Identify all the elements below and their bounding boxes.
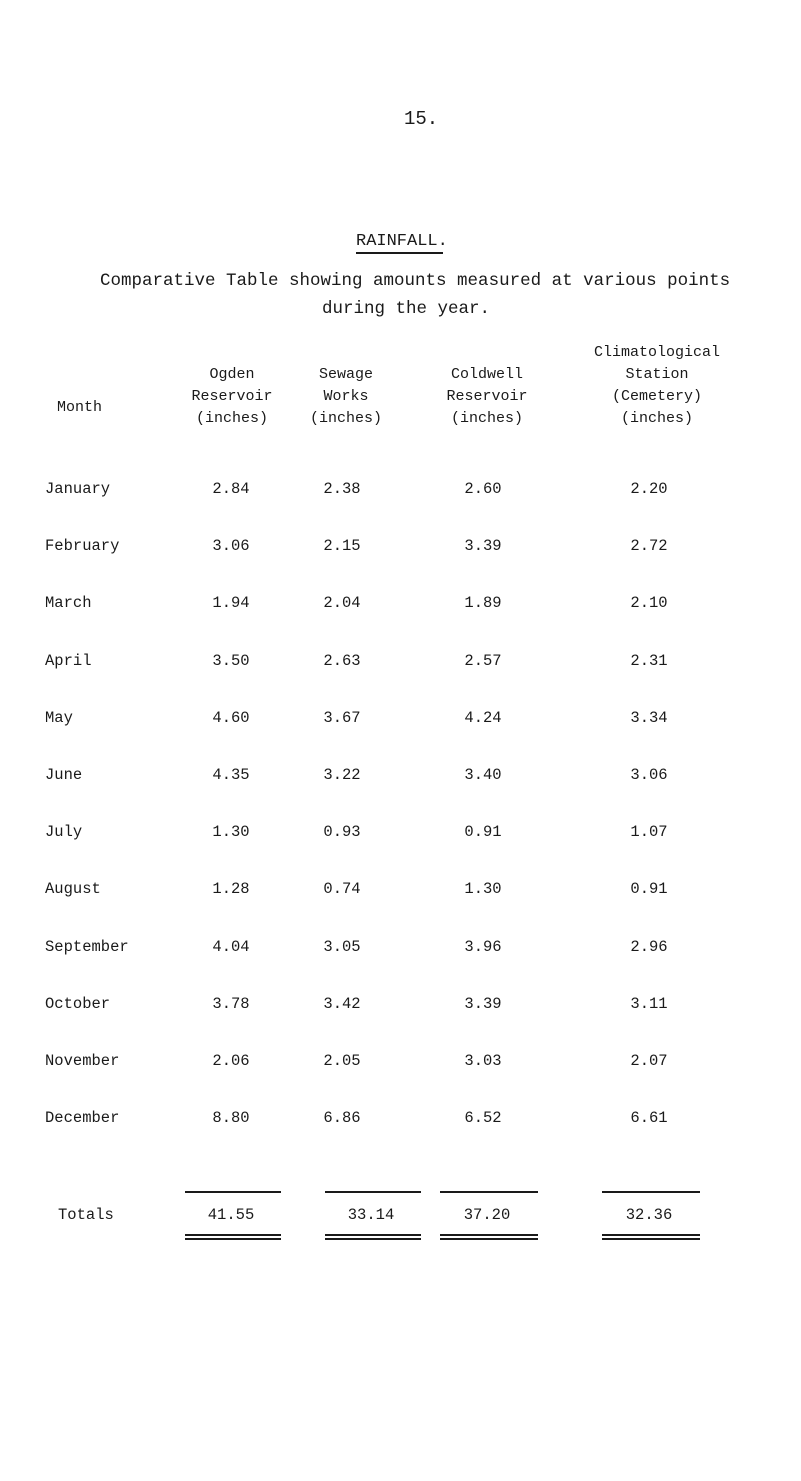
- cell-month: November: [45, 1052, 120, 1070]
- cell-month: March: [45, 594, 92, 612]
- header-sewage-line-3: (inches): [309, 410, 382, 427]
- cell-ogden: 1.30: [212, 823, 250, 841]
- totals-rule-climat-bottom-1: [602, 1234, 700, 1236]
- cell-climat: 3.06: [630, 766, 668, 784]
- cell-sewage: 3.22: [323, 766, 361, 784]
- cell-ogden: 3.78: [212, 995, 250, 1013]
- totals-rule-climat-bottom-2: [602, 1238, 700, 1240]
- page-title: RAINFALL.: [356, 232, 448, 251]
- cell-ogden: 3.06: [212, 537, 250, 555]
- totals-rule-ogden-top: [185, 1191, 281, 1193]
- cell-coldwell: 3.40: [464, 766, 502, 784]
- cell-climat: 2.96: [630, 938, 668, 956]
- header-climat-line-1: Climatological: [593, 344, 721, 361]
- cell-sewage: 3.42: [323, 995, 361, 1013]
- cell-sewage: 0.93: [323, 823, 361, 841]
- header-climat-line-4: (inches): [620, 410, 693, 427]
- header-climatological: [577, 342, 737, 430]
- totals-rule-sewage-bottom-1: [325, 1234, 421, 1236]
- cell-ogden: 1.94: [212, 594, 250, 612]
- totals-rule-ogden-bottom-1: [185, 1234, 281, 1236]
- header-ogden-line-1: Ogden: [209, 366, 255, 383]
- totals-rule-climat-top: [602, 1191, 700, 1193]
- totals-rule-coldwell-top: [440, 1191, 538, 1193]
- cell-month: August: [45, 880, 101, 898]
- cell-climat: 6.61: [630, 1109, 668, 1127]
- totals-rule-coldwell-bottom-2: [440, 1238, 538, 1240]
- cell-climat: 0.91: [630, 880, 668, 898]
- table-caption-line-2: during the year.: [322, 299, 491, 319]
- cell-month: April: [45, 652, 92, 670]
- cell-sewage: 2.04: [323, 594, 361, 612]
- totals-ogden: 41.55: [207, 1206, 255, 1224]
- cell-sewage: 2.05: [323, 1052, 361, 1070]
- totals-rule-sewage-bottom-2: [325, 1238, 421, 1240]
- totals-coldwell: 37.20: [463, 1206, 511, 1224]
- cell-sewage: 6.86: [323, 1109, 361, 1127]
- cell-coldwell: 3.96: [464, 938, 502, 956]
- cell-sewage: 2.15: [323, 537, 361, 555]
- cell-ogden: 8.80: [212, 1109, 250, 1127]
- header-sewage-line-2: Works: [323, 388, 369, 405]
- cell-coldwell: 4.24: [464, 709, 502, 727]
- header-climat-line-3: (Cemetery): [611, 388, 702, 405]
- cell-coldwell: 6.52: [464, 1109, 502, 1127]
- header-ogden: [167, 364, 297, 430]
- cell-ogden: 4.35: [212, 766, 250, 784]
- title-underline: [356, 252, 443, 254]
- cell-ogden: 4.60: [212, 709, 250, 727]
- cell-coldwell: 1.30: [464, 880, 502, 898]
- cell-month: May: [45, 709, 73, 727]
- header-ogden-line-2: Reservoir: [191, 388, 273, 405]
- cell-month: January: [45, 480, 111, 498]
- totals-rule-sewage-top: [325, 1191, 421, 1193]
- header-month: Month: [57, 399, 103, 416]
- cell-coldwell: 2.60: [464, 480, 502, 498]
- totals-label: Totals: [58, 1206, 114, 1224]
- totals-climat: 32.36: [625, 1206, 673, 1224]
- cell-month: July: [45, 823, 83, 841]
- cell-climat: 2.72: [630, 537, 668, 555]
- totals-rule-coldwell-bottom-1: [440, 1234, 538, 1236]
- cell-climat: 2.07: [630, 1052, 668, 1070]
- cell-ogden: 4.04: [212, 938, 250, 956]
- cell-climat: 2.10: [630, 594, 668, 612]
- cell-sewage: 0.74: [323, 880, 361, 898]
- cell-month: October: [45, 995, 111, 1013]
- cell-climat: 3.11: [630, 995, 668, 1013]
- cell-coldwell: 3.03: [464, 1052, 502, 1070]
- header-coldwell-line-1: Coldwell: [450, 366, 523, 383]
- cell-ogden: 2.84: [212, 480, 250, 498]
- header-sewage: [281, 364, 411, 430]
- header-coldwell-line-3: (inches): [450, 410, 523, 427]
- cell-month: June: [45, 766, 83, 784]
- totals-rule-ogden-bottom-2: [185, 1238, 281, 1240]
- cell-month: September: [45, 938, 129, 956]
- cell-climat: 2.20: [630, 480, 668, 498]
- table-caption-line-1: Comparative Table showing amounts measured at various points: [100, 271, 731, 291]
- header-sewage-line-1: Sewage: [318, 366, 373, 383]
- header-coldwell-line-2: Reservoir: [446, 388, 528, 405]
- header-coldwell: [422, 364, 552, 430]
- cell-climat: 1.07: [630, 823, 668, 841]
- cell-ogden: 2.06: [212, 1052, 250, 1070]
- cell-sewage: 2.63: [323, 652, 361, 670]
- cell-sewage: 2.38: [323, 480, 361, 498]
- cell-sewage: 3.67: [323, 709, 361, 727]
- cell-coldwell: 3.39: [464, 537, 502, 555]
- cell-climat: 3.34: [630, 709, 668, 727]
- cell-month: February: [45, 537, 120, 555]
- page-number: 15.: [404, 108, 439, 130]
- header-ogden-line-3: (inches): [195, 410, 268, 427]
- cell-coldwell: 0.91: [464, 823, 502, 841]
- cell-sewage: 3.05: [323, 938, 361, 956]
- cell-month: December: [45, 1109, 120, 1127]
- cell-coldwell: 3.39: [464, 995, 502, 1013]
- cell-ogden: 3.50: [212, 652, 250, 670]
- cell-ogden: 1.28: [212, 880, 250, 898]
- cell-climat: 2.31: [630, 652, 668, 670]
- cell-coldwell: 1.89: [464, 594, 502, 612]
- cell-coldwell: 2.57: [464, 652, 502, 670]
- header-climat-line-2: Station: [625, 366, 689, 383]
- totals-sewage: 33.14: [347, 1206, 395, 1224]
